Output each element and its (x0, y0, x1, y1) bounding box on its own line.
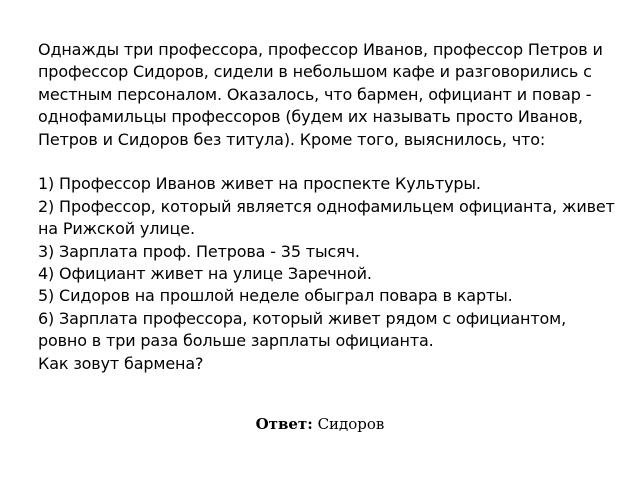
problem-intro: Однажды три профессора, профессор Иванов, профессор Петров и профессор Сидоров, сидели в небольшом кафе и разговорились с местным персоналом. Оказалось, что бармен, официант и повар - однофамильцы профессоров (будем их называть просто Иванов, Петров и Сидоров без титула). Кроме того, выяснилось, что: (38, 40, 603, 149)
facts-list (38, 173, 618, 352)
fact-item: 3) Зарплата проф. Петрова - 35 тысяч. (38, 241, 360, 261)
fact-item: 2) Профессор, который является однофамильцем официанта, живет на Рижской улице. (38, 196, 615, 239)
fact-item: 6) Зарплата профессора, который живет рядом с официантом, ровно в три раза больше зарплаты официанта. (38, 308, 567, 351)
fact-item: 1) Профессор Иванов живет на проспекте Культуры. (38, 174, 481, 194)
answer-label: Ответ: (255, 415, 313, 433)
problem-text (38, 39, 618, 375)
fact-item: 4) Официант живет на улице Заречной. (38, 264, 372, 284)
problem-question: Как зовут бармена? (38, 353, 204, 373)
answer-value: Сидоров (317, 415, 385, 433)
fact-item: 5) Сидоров на прошлой неделе обыграл повара в карты. (38, 286, 513, 306)
answer-line (0, 414, 640, 434)
